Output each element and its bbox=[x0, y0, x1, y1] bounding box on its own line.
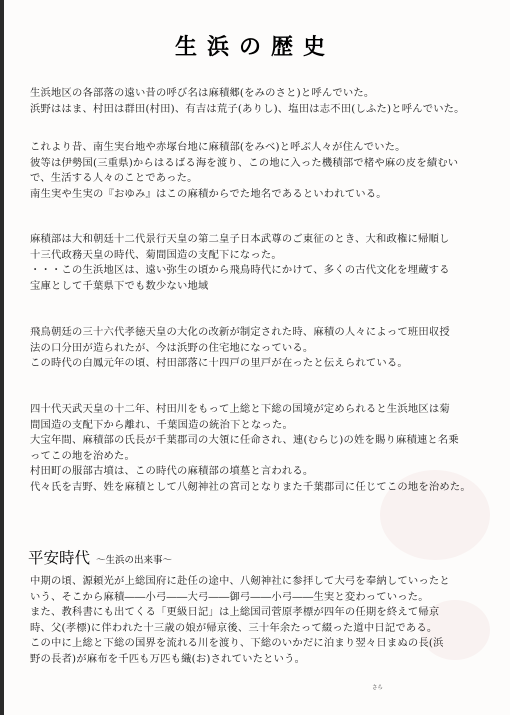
section-heading-heian bbox=[28, 546, 172, 568]
text-line: この時代の白鳳元年の頃、村田部落に十四戸の里戸が在ったと伝えられている。 bbox=[30, 357, 408, 370]
text-line: 十三代政務天皇の時代、菊間国造の支配下になった。 bbox=[30, 248, 282, 261]
text-line: 宝庫として千葉県下でも数少ない地域 bbox=[30, 279, 209, 292]
text-line: 生浜地区の各部落の遠い昔の呼び名は麻積郷(をみのさと)と呼んでいた。 bbox=[30, 87, 375, 99]
text-line: 中期の頃、源頼光が上総国府に赴任の途中、八剱神社に参拝して大弓を奉納していったと bbox=[30, 575, 450, 587]
scan-border bbox=[0, 0, 4, 715]
paragraph-heian bbox=[30, 574, 495, 668]
text-line: 彼等は伊勢国(三重県)からはるばる海を渡り、この地に入った機積部で楮や麻の皮を績むい bbox=[30, 156, 459, 169]
text-line: ってこの地を治めた。 bbox=[30, 449, 135, 462]
paragraph-omibe bbox=[30, 140, 495, 202]
text-line: この中に上総と下総の国界を流れる川を渡り、下総のいかだに泊まり翌々日まぬの長(浜 bbox=[30, 637, 444, 650]
text-line: 麻積部は大和朝廷十二代景行天皇の第二皇子日本武尊のご東征のとき、大和政権に帰順し bbox=[30, 233, 450, 245]
text-line: 代々氏を吉野、姓を麻積として八剱神社の宮司となりまた千葉郡司に任じてこの地を治めた。 bbox=[30, 480, 471, 493]
paragraph-names bbox=[30, 86, 495, 117]
furigana: さら bbox=[372, 685, 384, 691]
text-line: これより昔、南生実台地や赤塚台地に麻積部(をみべ)と呼ぶ人々が住んでいた。 bbox=[30, 141, 406, 153]
text-line: で、生活する人々のことであった。 bbox=[30, 172, 198, 185]
page-title: 生浜の歴史 bbox=[174, 35, 335, 60]
text-line: 法の口分田が造られたが、今は浜野の住宅地になっている。 bbox=[30, 341, 314, 354]
text-line: 村田町の服部古墳は、この時代の麻積部の墳墓と言われる。 bbox=[30, 465, 314, 478]
text-line: 大宝年間、麻積部の氏長が千葉郡司の大領に任命され、連(むらじ)の姓を賜り麻積連と名乗 bbox=[30, 434, 459, 447]
text-line: 野の長者)が麻布を千匹も万匹も織(お)されていたという。 bbox=[30, 652, 306, 665]
section-subtitle: ～生浜の出来事～ bbox=[96, 555, 173, 566]
text-line: 浜野ははま、村田は群田(村田)、有吉は荒子(ありし)、塩田は志不田(しふた)と呼んでいた。 bbox=[30, 102, 465, 115]
paragraph-yamato bbox=[30, 232, 495, 294]
text-line: ・・・この生浜地区は、遠い弥生の頃から飛鳥時代にかけて、多くの古代文化を埋蔵する bbox=[30, 264, 450, 277]
text-line: 飛鳥朝廷の三十六代孝徳天皇の大化の改新が制定された時、麻積の人々によって班田収授 bbox=[30, 326, 450, 338]
section-title: 平安時代 bbox=[28, 549, 91, 567]
text-line: いう、そこから麻積――小弓――大弓――御弓――小弓――生実と変わっていった。 bbox=[30, 590, 429, 603]
text-line: また、教科書にも出てくる「更級日記」は上総国司菅原孝標が四年の任期を終えて帰京 bbox=[30, 606, 440, 619]
text-line: 間国造の支配下から離れ、千葉国造の統治下となった。 bbox=[30, 418, 294, 431]
paragraph-tenmu bbox=[30, 402, 495, 496]
text-line: 南生実や生実の『おゆみ』はこの麻積からでた地名であるといわれている。 bbox=[30, 187, 387, 200]
text-line: 時、父(孝標)に伴われた十三歳の娘が帰京後、三十年余たって綴った道中日記である。 bbox=[30, 621, 438, 634]
text-line: 四十代天武天皇の十二年、村田川をもって上総と下総の国境が定められると生浜地区は菊 bbox=[30, 403, 450, 415]
paragraph-asuka bbox=[30, 325, 495, 372]
